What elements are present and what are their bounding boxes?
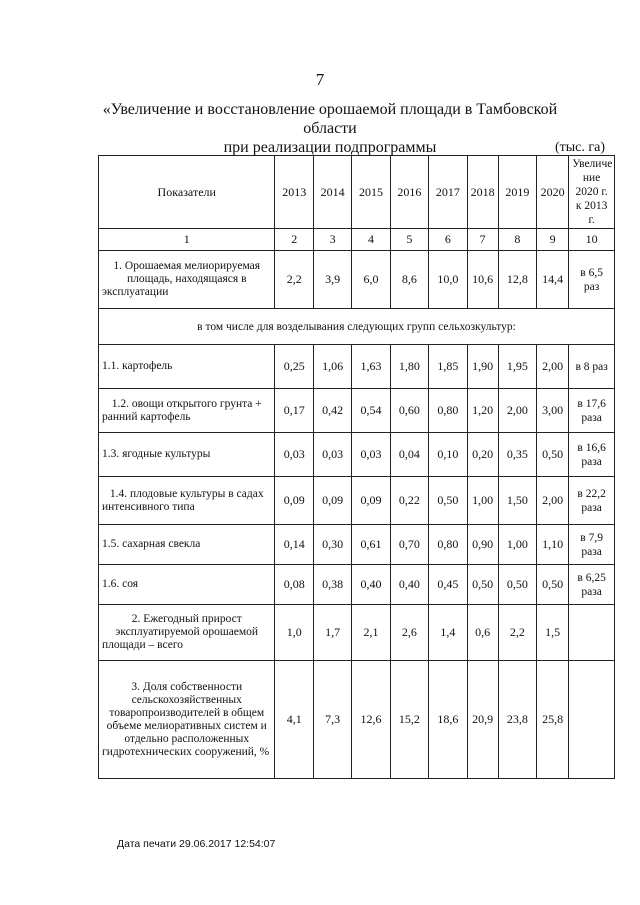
header-year: 2020 (537, 156, 569, 229)
table-row (99, 525, 615, 565)
value-cell: 0,50 (537, 565, 569, 605)
title-line-1: «Увеличение и восстановление орошаемой площади в Тамбовской области (102, 101, 558, 137)
value-cell: 1,20 (467, 389, 498, 433)
column-number: 5 (390, 229, 428, 251)
table-row (99, 251, 615, 309)
value-cell: 0,50 (467, 565, 498, 605)
subheading: в том числе для возделывания следующих групп сельхозкультур: (99, 309, 615, 345)
value-cell: 1,50 (498, 477, 536, 525)
value-cell: 0,25 (275, 345, 313, 389)
header-year: 2019 (498, 156, 536, 229)
header-row (99, 156, 615, 229)
value-cell: 0,17 (275, 389, 313, 433)
value-cell: 0,40 (352, 565, 390, 605)
value-cell: 1,00 (498, 525, 536, 565)
value-cell: 18,6 (429, 661, 467, 779)
value-cell: 15,2 (390, 661, 428, 779)
header-change: Увеличе ние 2020 г. к 2013 г. (569, 156, 615, 229)
subheading-row (99, 309, 615, 345)
value-cell: 12,6 (352, 661, 390, 779)
header-year: 2015 (352, 156, 390, 229)
column-number: 1 (99, 229, 275, 251)
value-cell: 2,6 (390, 605, 428, 661)
value-cell: 0,90 (467, 525, 498, 565)
value-cell: 1,10 (537, 525, 569, 565)
value-cell: 0,80 (429, 389, 467, 433)
value-cell: 1,63 (352, 345, 390, 389)
header-year: 2013 (275, 156, 313, 229)
change-cell: в 16,6 раза (569, 433, 615, 477)
value-cell: 1,0 (275, 605, 313, 661)
table-row (99, 389, 615, 433)
value-cell: 1,00 (467, 477, 498, 525)
column-number: 3 (313, 229, 351, 251)
value-cell: 1,90 (467, 345, 498, 389)
row-label: 3. Доля собственности сельскохозяйственных товаропроизводителей в общем объеме мелиоративных систем и отдельно расположенных гидротехнических сооружений, % (99, 661, 275, 779)
row-label: 1.6. соя (99, 565, 275, 605)
table-row (99, 605, 615, 661)
value-cell: 0,70 (390, 525, 428, 565)
value-cell: 0,50 (429, 477, 467, 525)
change-cell (569, 605, 615, 661)
document-title (80, 100, 580, 157)
value-cell: 3,9 (313, 251, 351, 309)
value-cell: 25,8 (537, 661, 569, 779)
value-cell: 0,09 (352, 477, 390, 525)
value-cell: 1,06 (313, 345, 351, 389)
value-cell: 0,61 (352, 525, 390, 565)
value-cell: 10,6 (467, 251, 498, 309)
value-cell: 1,4 (429, 605, 467, 661)
row-label: 1. Орошаемая мелиорируемая площадь, находящаяся в эксплуатации (99, 251, 275, 309)
row-label: 2. Ежегодный прирост эксплуатируемой орошаемой площади – всего (99, 605, 275, 661)
value-cell: 2,1 (352, 605, 390, 661)
header-year: 2016 (390, 156, 428, 229)
value-cell: 2,2 (498, 605, 536, 661)
column-number: 6 (429, 229, 467, 251)
value-cell: 0,14 (275, 525, 313, 565)
numbering-row (99, 229, 615, 251)
value-cell: 0,08 (275, 565, 313, 605)
column-number: 8 (498, 229, 536, 251)
row-label: 1.1. картофель (99, 345, 275, 389)
value-cell: 4,1 (275, 661, 313, 779)
value-cell: 0,60 (390, 389, 428, 433)
value-cell: 0,09 (275, 477, 313, 525)
value-cell: 10,0 (429, 251, 467, 309)
change-cell: в 7,9 раза (569, 525, 615, 565)
header-year: 2018 (467, 156, 498, 229)
value-cell: 8,6 (390, 251, 428, 309)
header-indicator: Показатели (99, 156, 275, 229)
title-line-2: при реализации подпрограммы (223, 139, 437, 156)
value-cell: 0,45 (429, 565, 467, 605)
value-cell: 0,38 (313, 565, 351, 605)
value-cell: 1,7 (313, 605, 351, 661)
header-year: 2017 (429, 156, 467, 229)
row-label: 1.3. ягодные культуры (99, 433, 275, 477)
value-cell: 23,8 (498, 661, 536, 779)
table-row (99, 661, 615, 779)
table-row (99, 433, 615, 477)
value-cell: 1,5 (537, 605, 569, 661)
column-number: 7 (467, 229, 498, 251)
value-cell: 0,20 (467, 433, 498, 477)
column-number: 2 (275, 229, 313, 251)
column-number: 9 (537, 229, 569, 251)
header-year: 2014 (313, 156, 351, 229)
value-cell: 0,09 (313, 477, 351, 525)
row-label: 1.5. сахарная свекла (99, 525, 275, 565)
value-cell: 0,04 (390, 433, 428, 477)
value-cell: 0,40 (390, 565, 428, 605)
value-cell: 0,03 (313, 433, 351, 477)
column-number: 10 (569, 229, 615, 251)
value-cell: 0,35 (498, 433, 536, 477)
value-cell: 12,8 (498, 251, 536, 309)
value-cell: 2,00 (537, 345, 569, 389)
value-cell: 0,10 (429, 433, 467, 477)
value-cell: 1,95 (498, 345, 536, 389)
irrigation-table (98, 155, 615, 779)
value-cell: 6,0 (352, 251, 390, 309)
value-cell: 0,80 (429, 525, 467, 565)
value-cell: 20,9 (467, 661, 498, 779)
value-cell: 0,22 (390, 477, 428, 525)
table-row (99, 345, 615, 389)
change-cell: в 22,2 раза (569, 477, 615, 525)
value-cell: 0,50 (498, 565, 536, 605)
value-cell: 0,6 (467, 605, 498, 661)
row-label: 1.4. плодовые культуры в садах интенсивного типа (99, 477, 275, 525)
value-cell: 1,85 (429, 345, 467, 389)
value-cell: 0,42 (313, 389, 351, 433)
change-cell (569, 661, 615, 779)
value-cell: 7,3 (313, 661, 351, 779)
unit-label: (тыс. га) (555, 140, 606, 155)
value-cell: 0,03 (352, 433, 390, 477)
change-cell: в 8 раз (569, 345, 615, 389)
print-date: Дата печати 29.06.2017 12:54:07 (117, 838, 276, 850)
value-cell: 14,4 (537, 251, 569, 309)
value-cell: 0,50 (537, 433, 569, 477)
value-cell: 0,30 (313, 525, 351, 565)
row-label: 1.2. овощи открытого грунта + ранний картофель (99, 389, 275, 433)
value-cell: 2,00 (537, 477, 569, 525)
change-cell: в 6,5 раз (569, 251, 615, 309)
value-cell: 2,2 (275, 251, 313, 309)
page-number: 7 (315, 70, 325, 89)
value-cell: 0,03 (275, 433, 313, 477)
column-number: 4 (352, 229, 390, 251)
value-cell: 0,54 (352, 389, 390, 433)
change-cell: в 6,25 раза (569, 565, 615, 605)
table-row (99, 477, 615, 525)
value-cell: 2,00 (498, 389, 536, 433)
value-cell: 3,00 (537, 389, 569, 433)
change-cell: в 17,6 раза (569, 389, 615, 433)
value-cell: 1,80 (390, 345, 428, 389)
table-row (99, 565, 615, 605)
